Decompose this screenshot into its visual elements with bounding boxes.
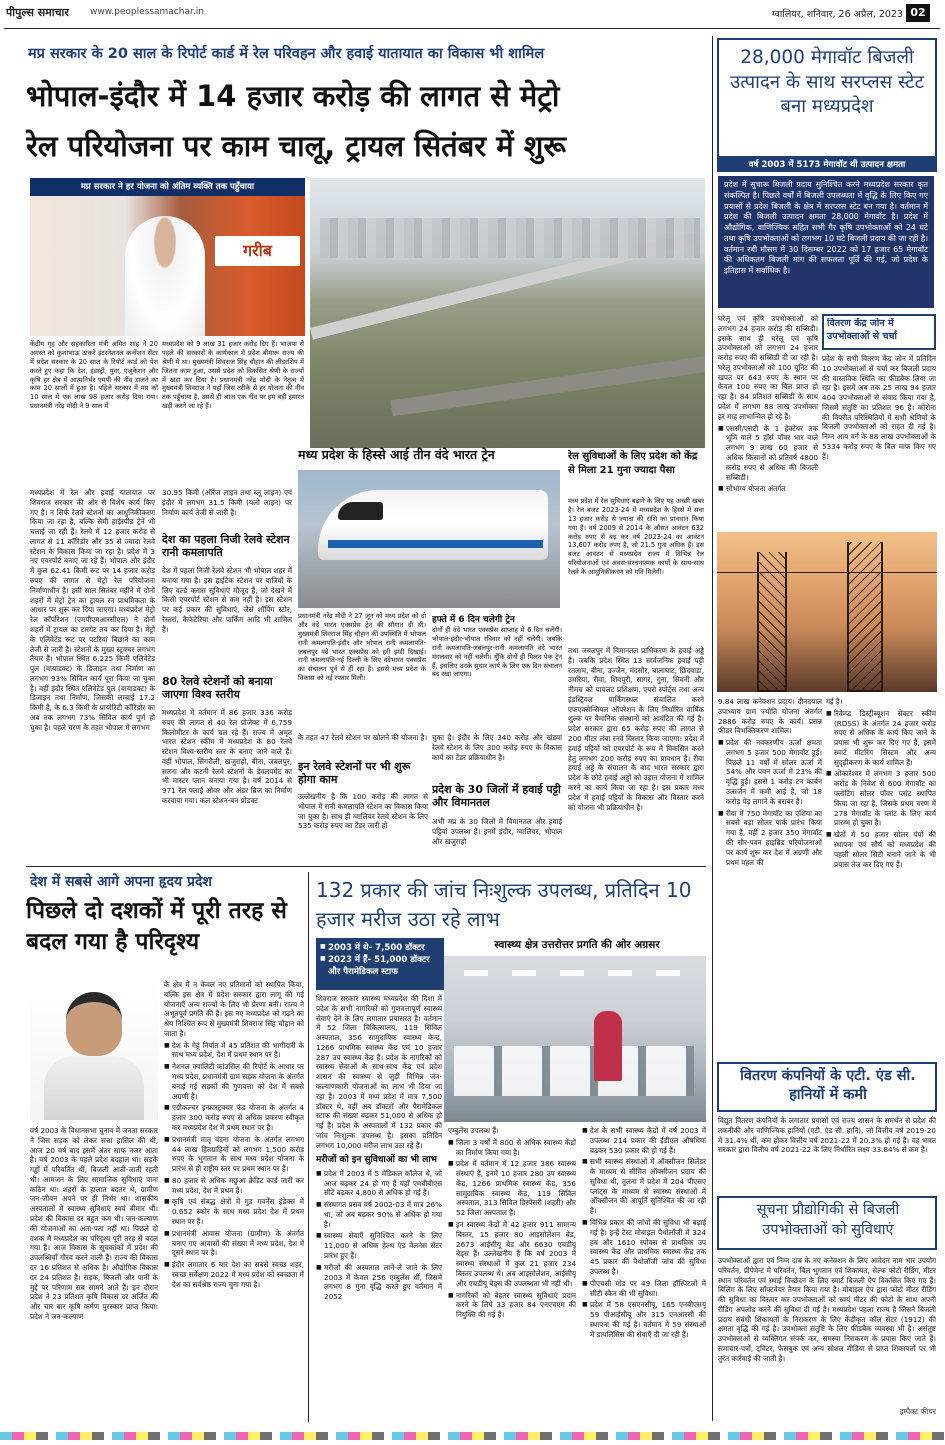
amit-shah-photo [30,196,305,336]
health-col2-bullet3: ■ इन स्वास्थ्य केंद्रों में 42 हजार 911 सामान्य बिस्तर, 15 हजार 80 आइसोलेशन बेड, 2673 आईसीयू बेड और 6630 एचडीयू बेड्स हैं। उल्लेखनीय है कि वर्ष 2003 में स्वास्थ्य संस्थाओं में कुल 21 हजार 234 बिस्तर उपलब्ध थे। अब आइसोलेशन, आईसीयू और एचडीयू बेड्स की उपलब्धता भी नहीं थी। [448,1220,576,1288]
week-text: दोनों ही वंदे भारत एक्सप्रेस साप्ताह में 6 दिन चलेंगी। भोपाल-इंदौर-भोपाल रविवार को नहीं चलेगी। जबकि रानी कमलापति-जबलपुर-रानी कमलापति वंदे भारत मंगलवार को नहीं चलेगी। यूँकि दोनों ही मिलन पेक ट्रेन हैं, इसलिए उनके सुधार कार्य के लिए एक दिन संचालन बंद रखा जाएगा। [432,626,562,679]
power-col-a-bullet2: ■ सौभाग्य योजना अंतर्गत [718,484,818,494]
health-col2-bullet4: ■ नागरिकों को बेहतर स्वास्थ्य सुविधाएं प्रदान करने के लिये 33 हजार 84 एनएचएम की नियुक्ति की गई है। [448,1291,576,1320]
power-col-b-text: प्रदेश के सभी वितरण केंद्र जोन में प्रतिदिन 10 उपभोक्ताओं से चर्चा कर बिजली प्रदाय की वास्तविक स्थिति का फीडबैक लिया जा रहा है। इसमें अब तक 25 लाख 94 हजार 404 उपभोक्ताओं से संवाद किया गया है, जिसमें संतुष्टि का प्रतिशत 96 है। कोरोना की विपरीत परिस्थितियों में सभी श्रेणियों के बिजली उपभोक्ताओं को राहत दी गई है। निम्न आय वर्ग के 88 लाख उपभोक्ताओं के 5334 करोड़ रुपए के बिल माफ किए गए हैं। [822,354,936,461]
cm-head [66,992,122,1056]
health-col1 [316,994,442,1422]
lead-col4-sub: प्रदेश के 30 जिलों में हवाई पट्टी और विमानतल [432,783,561,810]
speaker-figure [125,216,205,336]
lead-col1: मध्यप्रदेश में रेल और हवाई यातायात पर शिवराज सरकार की ओर से विशेष कार्य किए गए हैं। न सिर्फ रेलवे स्टेशनों का आधुनिकीकरण किया जा रहा है, बल्कि सेमी हाईस्पीड ट्रेनें भी चलाई जा रही हैं। रेलवे में 12 हजार करोड़ से लागत से 11 कॉरिडोर और 35 से ज्यादा रेलवे स्टेशन के विकास किया जा रहा है। प्रदेश में 3 नए एयरपोर्ट बनाए जा रहे हैं। भोपाल और इंदौर में कुल 62.41 किमी रूट पर 14 हजार करोड़ रुपए की लागत से मेट्रो रेल परियोजना निर्माणाधीन है। इसी साल सितंबर महीने में दोनों शहरों में मेट्रो ट्रेन का ट्रायल रन प्राथमिकता के आधार पर शुरू कर दिया जाएगा। मध्यप्रदेश मेट्रो रेल कॉर्पोरेशन (एमपीएमआरसीएल) ने दोनों शहरों में ट्रायल का टारगेट तय कर दिया है। मेट्रो के एलिवेटेड रूट पर पटरियां बिछाने का काम तेजी से जारी है। स्टेशनों के मुख्य स्ट्रक्चर लगभग तैयार हैं। भोपाल स्थित 6.225 किमी एलिवेटेड पुल (वायाडक्ट) के डिजाइन तथा निर्माण का लगभग 93% सिविल कार्य पूरा किया जा चुका है। वहीं इंदौर स्थित एलिवेटेड पुल (वायाडक्ट) के डिजाइन तथा निर्माण, जिसकी लम्बाई 17.2 किमी है, के 6.3 किमी के प्रायोरिटी कॉरिडोर का अब तक लगभग 73% सिविल कार्य पूर्ण हो चुका है। पहले चरण के तहत भोपाल में लगभग [30,488,155,732]
bl-col2-bullet3: ■ एग्रीकल्चर इन्फ्रास्ट्रक्चर फंड योजना के अंतर्गत 4 हजार 300 करोड़ रुपए से अधिक प्रकरण स्वीकृत कर मध्यप्रदेश देश में प्रथम स्थान पर है। [164,1103,304,1132]
health-stat-2003: ■ 2003 में थे- 7,500 डॉक्टर [320,942,440,954]
health-col1-bullet2: ■ संस्थागत प्रसव वर्ष 2002-03 में मात्र 26% था, जो अब बढ़कर 90% से अधिक हो गया है। [316,1200,442,1229]
bl-col2-text: के क्षेत्र में न केवल नए प्रतिमानों को स्थापित किया, बल्कि इस क्षेत्र में प्रदेश सरकार द्वारा लागू की गई योजनाएँ अन्य राज्यों के लिए भी प्रेरणा बनी। राज्य ने अभूतपूर्व प्रगति की है। इस नए मध्यप्रदेश को गढ़ने का श्रेय निश्चित रूप से मुख्यमंत्री शिवराज सिंह चौहान को जाता है। [164,980,304,1038]
power-headline-box [717,38,937,158]
print-color-strip [0,1432,945,1440]
hospital-bed-row [454,1046,694,1096]
vande-caption: प्रधानमंत्री नरेंद्र मोदी ने 27 जून को मध्य प्रदेश को दो और वंदे भारत एक्सप्रेस ट्रेन की सौगात दी थी। मुख्यमंत्री शिवराज सिंह चौहान की उपस्थिति में भोपाल रानी कमलापति-इंदौर और भोपाल रानी कमलापति-जबलपुर वंदे भारत एक्सप्रेस को हरी झंडी दिखाई। रानी कमलापति-नई दिल्ली के लिए वंदेभारत एक्सप्रेस का संचालन पूर्व से ही रहा है। इससे मध्य प्रदेश के विकास को नई रफ्तार मिली। [298,612,426,683]
health-col2-text: एम्बुलेंस उपलब्ध हैं। [448,1126,499,1135]
photo-banner: मप्र सरकार ने हर योजना को अंतिम व्यक्ति तक पहुँचाया [30,178,305,196]
power-col-b-title: वितरण केंद्र जोन में उपभोक्ताओं से चर्चा [827,318,897,342]
bl-col2-bullet1: ■ देश के गेहूं निर्यात में 45 प्रतिशत की भागीदारी के साथ मध्य प्रदेश, देश में प्रथम स्थान पर है। [164,1041,304,1061]
masthead-url[interactable]: www.peoplessamachar.in [90,7,204,17]
health-col1-bullet3: ■ स्वास्थ्य सेवाएँ सुनिश्चित करने के लिए 11,000 से अधिक हेल्थ एंड वेलनेस सेंटर प्रारंभ हुए हैं। [316,1231,442,1260]
health-col1-bullet1: ■ प्रदेश में 2003 में 5 मेडिकल कॉलेज थे, जो आज बढ़कर 24 हो गए हैं यहाँ एमबीबीएस सीटें बढ़कर 4,800 से अधिक हो गई हैं। [316,1169,442,1198]
pylon-photo [717,532,937,692]
week-title: हफ्ते में 6 दिन चलेगी ट्रेन [432,615,515,625]
health-stats-box [316,938,444,990]
train-stripe [328,540,543,548]
power-col-c-bullet1: ■ प्रदेश की नवकरणीय ऊर्जा क्षमता लगभग 5 हजार 500 मेगावॉट हुई। पिछले 11 वर्षों में सोलर ऊर्जा में 54% और पवन ऊर्जा में 23% की वृद्धि हुई। इससे 1 करोड़ टन कार्बन उत्सर्जन में कमी आई है, जो 18 करोड़ पेड़ लगाने के बराबर है। [718,738,822,806]
power-col-a-bullet1: ■ एससी/एसटी के 1 हेक्टेयर तक भूमि वाले 5 हॉर्स पॉवर भार वाले लगभग 9 लाख 60 हजार से अधिक किसानों को प्रतिवर्ष 4800 करोड़ रुपए से अधिक की बिजली सब्सिडी। [718,424,818,483]
pylon-2 [847,542,883,692]
bl-headline: पिछले दो दशकों में पूरी तरह से बदल गया है परिदृश्य [26,898,287,956]
photo-caption-left: केंद्रीय गृह और सहकारिता मंत्री अमित शाह ने 20 अगस्त को कुशाभाऊ ठाकरे इंटरनेशनल कन्वेंशन सेंटर में प्रदेश सरकार के 20 साल के रिपोर्ट कार्ड को पेश करते हुए कहा कि देश, इंडस्ट्री, युवा, एजुकेशन और कृषि हर क्षेत्र में आत्मनिर्भर एमपी की नींव डालने का काम 20 सालों में हुआ है। पहिले सरकार में मप्र को 10 साल में एक लाख 98 हजार करोड़ दिया गया। प्रधानमंत्री नरेंद्र मोदी ने 9 साल में [30,340,158,411]
health-col3-bullet4: ■ पीएचसी मोड पर 49 जिला हॉस्पिटलों में सीटी स्कैन की भी सुविधा। [582,1279,706,1299]
bl-col2 [164,980,304,1422]
masthead-rule [4,28,940,29]
health-stat-2023: ■ 2023 में हैं- 51,000 डॉक्टर और पैरामेडिकल स्टाफ [320,954,440,978]
bl-col2-bullet5: ■ 80 हजार से अधिक मछुआ क्रेडिट कार्ड जारी कर मध्य प्रदेश, देश में प्रथम है। [164,1176,304,1196]
power-col-a [718,314,818,528]
page-number: 02 [906,4,930,22]
power-col-c-text: 9.84 लाख कनेक्शन प्रदाय। दीनदयाल उपाध्याय ग्राम ज्योति योजना अंतर्गत 2886 करोड़ रुपए के कार्य। प्रसन्न फीडर विभक्तिकरण शामिल। [718,697,822,736]
lead-col3-b: उल्लेखनीय है कि 100 करोड़ की लागत से भोपाल में रानी कमलापति स्टेशन का विकास किया जा चुका है। साथ ही ग्वालियर रेलवे स्टेशन के लिए 535 करोड़ रुपए का टेंडर जारी हो [298,792,428,831]
power-strap: वर्ष 2003 में 5173 मेगावॉट थी उत्पादन क्षमता [717,158,937,172]
train-window [338,502,383,520]
power-intro: प्रदेश में सुचारू बिजली प्रदाय सुनिश्चित करने मध्यप्रदेश सरकार कृत संकल्पित है। पिछले वर्षों में बिजली उपलब्धता में वृद्धि के लिए किए गए प्रयासों से प्रदेश बिजली के क्षेत्र में सरप्लस स्टेट बन गया है। वर्तमान में प्रदेश की बिजली उत्पादन क्षमता 28,000 मेगावॉट है। प्रदेश में औद्योगिक, वाणिज्यिक सहित सभी गैर कृषि उपभोक्ताओं को 24 घंटे तथा कृषि उपभोक्ताओं को लगभग 10 घंटे बिजली प्रदाय की जा रही है। वर्तमान रबी मौसम में 30 दिसम्बर 2022 को 17 हजार 65 मेगावॉट की अधिकतम बिजली मांग की सफलता पूर्ति की गई, जो प्रदेश के इतिहास में सर्वाधिक है। [718,176,934,308]
city-skyline [320,218,700,258]
lead-headline-line1: भोपाल-इंदौर में 14 हजार करोड़ की लागत से मेट्रो [26,79,560,113]
power-col-d-bullet3: ■ खेतों में 50 हजार सोलर पंपों की स्थापना एवं सौर्य को मध्यप्रदेश की पहली सोलर सिटी बनाने जाने के भी प्रयास तेज कर दिए गए हैं। [826,830,936,869]
vande-bharat-photo [298,470,560,608]
atc-headline: वितरण कंपनियों के एटी. एंड सी. हानियों में कमी [740,1068,916,1103]
health-col1-text: शिवराज सरकार स्वास्थ्य मध्यप्रदेश की दिशा में प्रदेश के सभी नागरिकों को गुणवत्तापूर्ण स्वास्थ्य सेवाएं देने के लिए लगातार प्रयासरत है। वर्तमान में 52 जिला चिकित्सालय, 119 सिविल अस्पताल, 356 सामुदायिक स्वास्थ्य केन्द्र, 1266 प्राथमिक स्वास्थ्य केंद्र एवं 10 हजार 287 उप स्वास्थ्य केंद्र हैं। प्रदेश के नागरिकों को स्वास्थ्य सेवाओं के साथ-साथ केंद्र एवं प्रदेश शासन की स्वास्थ्य से जुड़ी विभिन्न जन-कल्याणकारी योजनाओं का लाभ भी दिया जा रहा है। 2003 में मध्य प्रदेश में मात्र 7,500 डॉक्टर थे, वहीं अब डॉक्टरों और पैरामेडिकल स्टाफ की संख्या बढ़कर 51,000 से अधिक हो गई है। प्रदेश के अस्पतालों में 132 प्रकार की जांच निःशुल्क उपलब्ध है। इसका प्रतिदिन लगभग 10,000 मरीज लाभ उठा रहे हैं। [316,994,442,1150]
masthead-logo: पीपुल्स समाचार [6,6,69,19]
bl-kicker: देश में सबसे आगे अपना हृदय प्रदेश [30,874,212,890]
power-lines [717,572,937,573]
lead-col2-b: देश में पहला निजी रेलवे स्टेशन भी भोपाल शहर में बनाया गया है। इस हाईटेक स्टेशन पर यात्रियों के लिए वर्ल्ड क्लास सुविधाएं मौजूद हैं, जो देखने में किसी एयरपोर्ट स्टेशन से कम नहीं है। इस स्टेशन पर कई प्रकार की सुविधाएं, जैसे शॉपिंग स्टोर, रेस्तरां, कैफेटेरिया और पार्किंग आदि भी शामिल हैं। [162,566,292,634]
power-col-a-text: घरेलू एवं कृषि उपभोक्ताओं को लगभग 24 हजार करोड़ की सब्सिडी। इसके साथ ही घरेलू एवं कृषि उपभोक्ताओं को लगभग 24 हजार करोड़ रुपए की सब्सिडी दी जा रही है। घरेलू उपभोक्ताओं को 100 यूनिट की खपत पर 643 रुपए के स्थान पर केवल 100 रुपए का बिल प्राप्त हो रहा है। 84 प्रतिशत सब्सिडी के साथ प्रदेश में लगभग 88 लाख उपभोक्ता हर माह लाभान्वित हो रहे हैं। [718,314,818,421]
rail-title: रेल सुविधाओं के लिए प्रदेश को केंद्र से मिला 21 गुना ज्यादा पैसा [568,451,698,476]
column-divider [712,36,713,1421]
atc-headline-box [717,1062,937,1112]
lead-col2-sub1: देश का पहला निजी रेलवे स्टेशन रानी कमलापति [162,533,290,560]
podium-text: गरीब [215,236,300,266]
patient-figure [594,1011,622,1081]
bl-col2-bullet4: ■ प्रधानमंत्री मातृ वंदना योजना के अंतर्गत लगभग 44 लाख हितग्राहियों को लगभग 1,500 करोड़ रुपए के भुगतान के साथ मध्य प्रदेश योजना के प्रारंभ से ही राष्ट्रीय स्तर पर प्रथम स्थान पर है। [164,1135,304,1174]
health-col2-bullet2: ■ प्रदेश में वर्तमान में 12 हजार 386 स्वास्थ्य संस्थाएं हैं, इनमें 10 हजार 280 उप स्वास्थ्य केंद्र, 1266 प्राथमिक स्वास्थ्य केंद्र, 356 सामुदायिक स्वास्थ्य केंद्र, 119 सिविल अस्पताल, 313 सिविल डिस्पेंसरी (शहरी) और 52 जिला अस्पताल हैं। [448,1159,576,1218]
power-col-b-box [822,314,936,350]
it-text: उपभोक्ताओं द्वारा एवं निम्न दाब के नए कनेक्शन के लिए आवेदन नाम भार उपयोग परिवर्तन, प्रीपेमेन्ट में परिवर्तन, बिल भुगतान एवं शिकायत, सेल्फ फोटो रीडिंग, मीटर स्थान परिवर्तन एवं स्थाई विच्छेदन के लिए स्मार्ट बिजली ऐप विकसित किए गए हैं। बिलिंग के लिए सॉफ्टवेयर तैयार किया गया है। मोबाइल ऐप द्वारा फोटो मीटर रीडिंग की सुविधा का विस्तार कर उपभोक्ताओं को स्वयं मीटर की फोटो के साथ अपनी रीडिंग अपलोड करने की सुविधा दी गई है। मध्यप्रदेश पहला राज्य है जिसने बिजली प्रदाय संबंधी शिकायतों के निराकरण के लिए केंद्रीकृत कॉल सेंटर (1912) की क्षमता वृद्धि की गई है। उपभोक्ता संतुष्टि के लिए फीडबैक व्यवस्था भी है। असंतुष्ट उपभोक्ताओं से व्यक्तिगत संपर्क कर, समस्या निराकरण के प्रयास किए जाते हैं। समाचार-पत्रों, ट्विटर, फेसबुक एवं अन्य सोशल मीडिया से प्राप्त शिकायतों पर भी तुरंत कार्रवाई की जाती है। [718,1256,936,1363]
lead-col4-a: चुका है। इंदौर के लिए 340 करोड़ और खंडवा रेलवे स्टेशन के लिए 300 करोड़ रुपए के विकास कार्य का टेंडर प्रक्रियाधीन है। [432,733,562,762]
photo-caption-right: मध्यप्रदेश को 9 लाख 31 हजार करोड़ दिए हैं। भाजपा से पहले की सरकारों के कार्यकाल में प्रदेश बीमारू राज्य की श्रेणी में था। मुख्यमंत्री शिवराज सिंह चौहान की लीडरशिप में जितना काम हुआ, उससे प्रदेश को विकसित श्रेणी के राज्यों में खड़ा कर दिया है। प्रधानमंत्री नरेंद्र मोदी के नेतृत्व में मुख्यमंत्री शिवराज ने यहाँ जिस तरीके से हर योजना की नींव तक पहुँचाया है, उससे ही आज एक नींव पर हम बड़ी इमारत खड़ी करने जा रहे हैं। [162,340,304,411]
power-col-d-text: गई है। [826,697,843,706]
train-body [318,490,548,560]
power-col-d-bullet1: ■ रिवेम्प्ड डिस्ट्रीब्यूशन सेक्टर स्कीम (RDSS) के अंतर्गत 24 हजार करोड़ रुपए से अधिक के कार्य किए जाने के प्रयास भी शुरू कर दिए गए हैं, इसमें स्मार्ट मीटरिंग सिस्टम और अन्य सुदृढ़ीकरण के कार्य शामिल हैं। [826,709,936,768]
health-col2-bullet1: ■ जिला 3 वर्षों में 800 से अधिक स्वास्थ्य केंद्रों का निर्माण किया गया है। [448,1138,576,1158]
lead-col2-sub2: 80 रेलवे स्टेशनों को बनाया जाएगा विश्व स्तरीय [162,675,273,702]
bottom-divider [308,872,309,1422]
lead-col3-a: के तहत 47 रेलवे स्टेशन पर खोलने की योजना है। [298,733,428,742]
impact-feature-credit: इम्पैक्ट फीचर [899,1407,936,1416]
health-col1-sub: मरीजों को इन सुविधाओं का भी लाभ [316,1154,438,1165]
health-headline: 132 प्रकार की जांच निःशुल्क उपलब्ध, प्रतिदिन 10 हजार मरीज उठा रहे लाभ [316,878,692,931]
health-col3-bullet3: ■ विभिन्न प्रकार की जांचों की सुविधा भी बढ़ाई गई है। इन्हें टेस्ट मोबाइल पैथोलॉजी में 324 हब और 1610 स्पोक्स से प्राथमिक उप स्वास्थ्य केंद्र और प्राथमिक स्वास्थ्य केंद्र तक 45 प्रकार की पैथोलॉजी जांच की सुविधा उपलब्ध है। [582,1218,706,1277]
cm-portrait [30,980,158,1120]
metro-photo [310,178,705,448]
bl-col2-bullet8: ■ इंदौर लगातार 6 बार देश का सबसे स्वच्छ शहर, स्वच्छ सर्वेक्षण 2022 में मध्य प्रदेश को स्वच्छता में देश का सर्वश्रेष्ठ राज्य चुना गया है। [164,1260,304,1289]
bl-col2-bullet6: ■ कृषि एवं संबद्ध क्षेत्रों में गुड गवर्नेंस इंडेक्स में 0.652 स्कोर के साथ मध्य प्रदेश देश में प्रथम स्थान पर है। [164,1197,304,1226]
bl-col2-bullet7: ■ प्रधानमंत्री आवास योजना (ग्रामीण) के अंतर्गत बनाए गए आवासों की संख्या में मध्य प्रदेश, देश में दूसरे स्थान पर है। [164,1229,304,1258]
lead-col2-a: 30.95 किमी (ऑरेंज लाइन तथा ब्लू लाइन) एवं इंदौर में लगभग 31.5 किमी (यलो लाइन) पर निर्माण कार्य तेजी से जारी है। [162,488,292,517]
lead-headline-line2: रेल परियोजना पर काम चालू, ट्रायल सितंबर में शुरू [26,129,566,163]
power-col-d [826,697,936,1041]
health-col3-bullet2: ■ सभी स्वास्थ्य संस्थाओं में ऑक्सीजन सिलेंडर के माध्यम से सीमित ऑक्सीजन प्रदाय की सुविधा थी, तुलना में प्रदेश में 204 पीएसए प्लांट्स के माध्यम से स्वास्थ्य संस्थाओं में ऑक्सीजन की आपूर्ति सुनिश्चित की जा रही है। [582,1157,706,1216]
lead-col3-sub: इन रेलवे स्टेशनों पर भी शुरू होगा काम [298,760,411,787]
power-col-c [718,697,822,1041]
masthead-dateline: ग्वालियर, शनिवार, 26 अप्रैल, 2023 [771,9,903,20]
health-col3 [582,1126,706,1422]
health-col1-bullet4: ■ मरीजों की अस्पताल लाने-ले जाने के लिए 2003 में केवल 256 एम्बुलेंस थीं, जिसमें लगभग 8 गुना वृद्धि करते हुए वर्तमान में 2052 [316,1263,442,1302]
health-col3-bullet1: ■ देश के सभी स्वास्थ्य केंद्रों में वर्ष 2003 में उपलब्ध 214 प्रकार की ईडीएल औषधियां बढ़कर 530 प्रकार की हो गई हैं। [582,1126,706,1155]
bl-col1: वर्ष 2003 के विधानसभा चुनाव में जनता सरकार ने जिस सड़क को लेकर सत्ता हासिल की थी, आज 20 वर्ष बाद इसमें अंतर साफ नजर आता है। वर्ष 2003 के पहले प्रदेश बदहाल था। सड़कें गड्ढों में परिवर्तित थीं, बिजली आती-जाती रहती थी। आमजन के लिए सामाजिक सुविधाएं पाना कठिन था। शहरों के हालात बदतर थे, ग्रामीण जन-जीवन अपने पर ही निर्भर था। शासकीय अस्पतालों में स्वास्थ्य सुविधाएं स्वयं बीमार थीं। प्रदेश की विकास दर बहुत कम थी। जन-कल्याण की योजनाओं का अता-पता नहीं था। पिछले दो दशक में मध्यप्रदेश का परिदृश्य पूरी तरह से बदल गया है। आज विकास के सूचकांकों में प्रदेश की उपलब्धियाँ गौरव करने वाली हैं। राज्य की विकास दर 16 प्रतिशत से अधिक है। औद्योगिक विकास दर 24 प्रतिशत है। सड़क, बिजली और पानी के मुद्दे पर परिणाम सब सामने आते हैं। इन दौरान प्रदेश ने 23 प्रतिशत कृषि विकास दर अर्जित की और चार बार कृषि कर्मण पुरस्कार प्राप्त किया। प्रदेश ने जन-कल्याण [30,1126,158,1321]
atc-text: विद्युत वितरण कंपनियों के लगातार प्रयासों एवं राज्य शासन के समर्थन से प्रदेश की तकनीकी और वाणिज्यिक हानियों (एटी. एंड सी. हानि), जो वित्तीय वर्ष 2019-20 में 31.4% थीं, कम होकर वित्तीय वर्ष 2021-22 में 20.3% हो गई हैं। यह भारत सरकार द्वारा वित्तीय वर्ष 2021-22 के लिए निर्धारित लक्ष्य 33.84% से कम है। [718,1116,936,1155]
rail-text: मध्य प्रदेश में रेल सुविधाएं बढ़ाने के लिए यह अच्छी खबर है। रेल बजट 2023-24 में मध्यप्रदेश के हिस्से में सवा 13 हजार करोड़ से ज्यादा की राशि का प्रावधान किया गया है। वर्ष 2009 से 2014 के औसत आवंटन 632 करोड़ रुपए से बढ़ कर वर्ष 2023-24 का आवंटन 13,607 करोड़ रुपए है, जो 21.5 गुना अधिक है। इस बजट आवंटन से मध्यप्रदेश राज्य में विभिन्न रेल परियोजनाओं एवं अवसं-संरचनात्मक कार्यों के साथ-साथ रेलवे के आधुनिकीकरण को गति मिलेगी। [568,497,704,577]
hospital-ceiling-lights [464,970,684,976]
power-col-c-bullet2: ■ रीवा में 750 मेगावॉट का एशिया का सबसे बड़ा सोलर पार्क प्रारंभ किया गया है, वहीं 2 हजार 350 मेगावॉट की सौर-पवन हाइब्रिड परियोजनाओं पर कार्य शुरू कर देश में अग्रणी और प्रथम पहल की [718,809,822,868]
hospital-photo [444,956,706,1122]
cm-body [44,1056,144,1120]
power-col-d-bullet2: ■ ओंकारेश्वर में लगभग 3 हजार 500 करोड़ के निवेश से 600 मेगावॉट का फ्लोटिंग सोलर पॉवर प्लांट स्थापित किया जा रहा है, जिसके प्रथम चरण में 278 मेगावॉट के प्लांट के लिए कार्य प्रारम्भ हो चुका है। [826,769,936,828]
metro-road [390,356,705,416]
bl-col2-bullet2: ■ नेशनल क्वालिटी कांउसिल की रिपोर्ट के आधार पर मध्य प्रदेश, प्रधानमंत्री ग्राम सड़क योजना के अंतर्गत बनाई गई सड़कों की गुणवत्ता को देश में सबसे अग्रणी है। [164,1062,304,1101]
health-col2 [448,1126,576,1422]
vande-title: मध्य प्रदेश के हिस्से आई तीन वंदे भारत ट्रेन [298,447,495,462]
it-headline-box [717,1196,937,1250]
health-strap: स्वास्थ्य क्षेत्र उत्तरोत्तर प्रगति की ओर अग्रसर [494,939,660,951]
lead-kicker: मप्र सरकार के 20 साल के रिपोर्ट कार्ड में रेल परिवहन और हवाई यातायात का विकास भी शामिल [28,46,545,62]
lead-col5: तथा जबलपुर में विमानतल प्राधिकरण के हवाई अड्डे हैं। जबकि प्रदेश स्थित 13 सार्वजनिक हवाई पट्टी रतलाम, बीना, उज्जैन, मंदसौर, बालाघाट, छिंदवाड़ा, उमरिया, रीवा, शिवपुरी, सागर, गुना, सिवनी और नीमच को पायलट प्रशिक्षण, एयरो स्पोर्ट्स तथा अन्य इंडस्ट्रियल पार्किंगस्थल संचालित करने एफएक्सेन्सियल ऑपरेशन के लिए निर्धारित वार्षिक शुल्क पर वैमानिक संस्थानों को आवंटित की गई है। प्रदेश सरकार द्वारा 65 करोड़ रुपए की लागत से 200 मीटर लंबा रनवे विस्तार किया जाएगा। प्रदेश में हवाई पट्टियों को एयरपोर्ट के रूप में विकसित करने हेतु लगभग 200 करोड़ रुपए का प्रावधान है। रीवा हवाई अड्डे के संचालन के बाद भारत सरकार द्वारा प्रदेश के छोटे हवाई अड्डों को उड़ान योजना में शामिल करने का कार्य किया जा रहा है। इस प्रकार मध्य प्रदेश में हवाई पट्टियों के विकास और विस्तार करने को योजना भी प्रक्रियाधीन है। [568,646,704,812]
power-headline: 28,000 मेगावॉट बिजली उत्पादन के साथ सरप्लस स्टेट बना मध्यप्रदेश [730,47,924,118]
it-headline: सूचना प्रौद्योगिकी से बिजली उपभोक्ताओं को सुविधाएं [756,1202,900,1238]
health-col3-bullet5: ■ प्रदेश में 58 एसएनसीयू, 165 एनबीएसयू 59 पीआईसीयू और 315 एनआरसी की स्थापना की गई है। वर्तमान में 59 संस्थाओं में डायलिसिस की सेवाएँ दी जा रही हैं। [582,1300,706,1339]
lead-bottom-rule [26,866,706,867]
lead-col4-b: अभी मप्र के 30 जिलों में विमानतल और हवाई पट्टियां उपलब्ध हैं। इनमें इंदौर, ग्वालियर, भोपाल और खजुराहो [432,817,562,846]
masthead [0,0,945,34]
lead-col2-c: मध्यप्रदेश में वर्तमान में 86 हजार 336 करोड़ रुपए की लागत से 40 रेल प्रोजेक्ट में 6,759 किलोमीटर के कार्य चल रहे हैं। राज्य में अमृत भारत स्टेशन स्कीम में मध्यप्रदेश के 80 रेलवे स्टेशन विश्व-स्तरीय स्तर के बनाए जाने वाले हैं। वहीं भोपाल, सिंगरौली, खजुराहो, बीना, जबलपुर, सतना और कटनी रेलवे स्टेशनों के डेवलपमेंट का भी मास्टर प्लान बनाया गया है। वर्ष 2014 से 971 रेल फ्लाई ओवर और अंडर ब्रिज का निर्माण करवाया गया। कल स्टेशन-बन प्रोडक्ट [162,708,292,806]
pylon-1 [757,552,787,692]
